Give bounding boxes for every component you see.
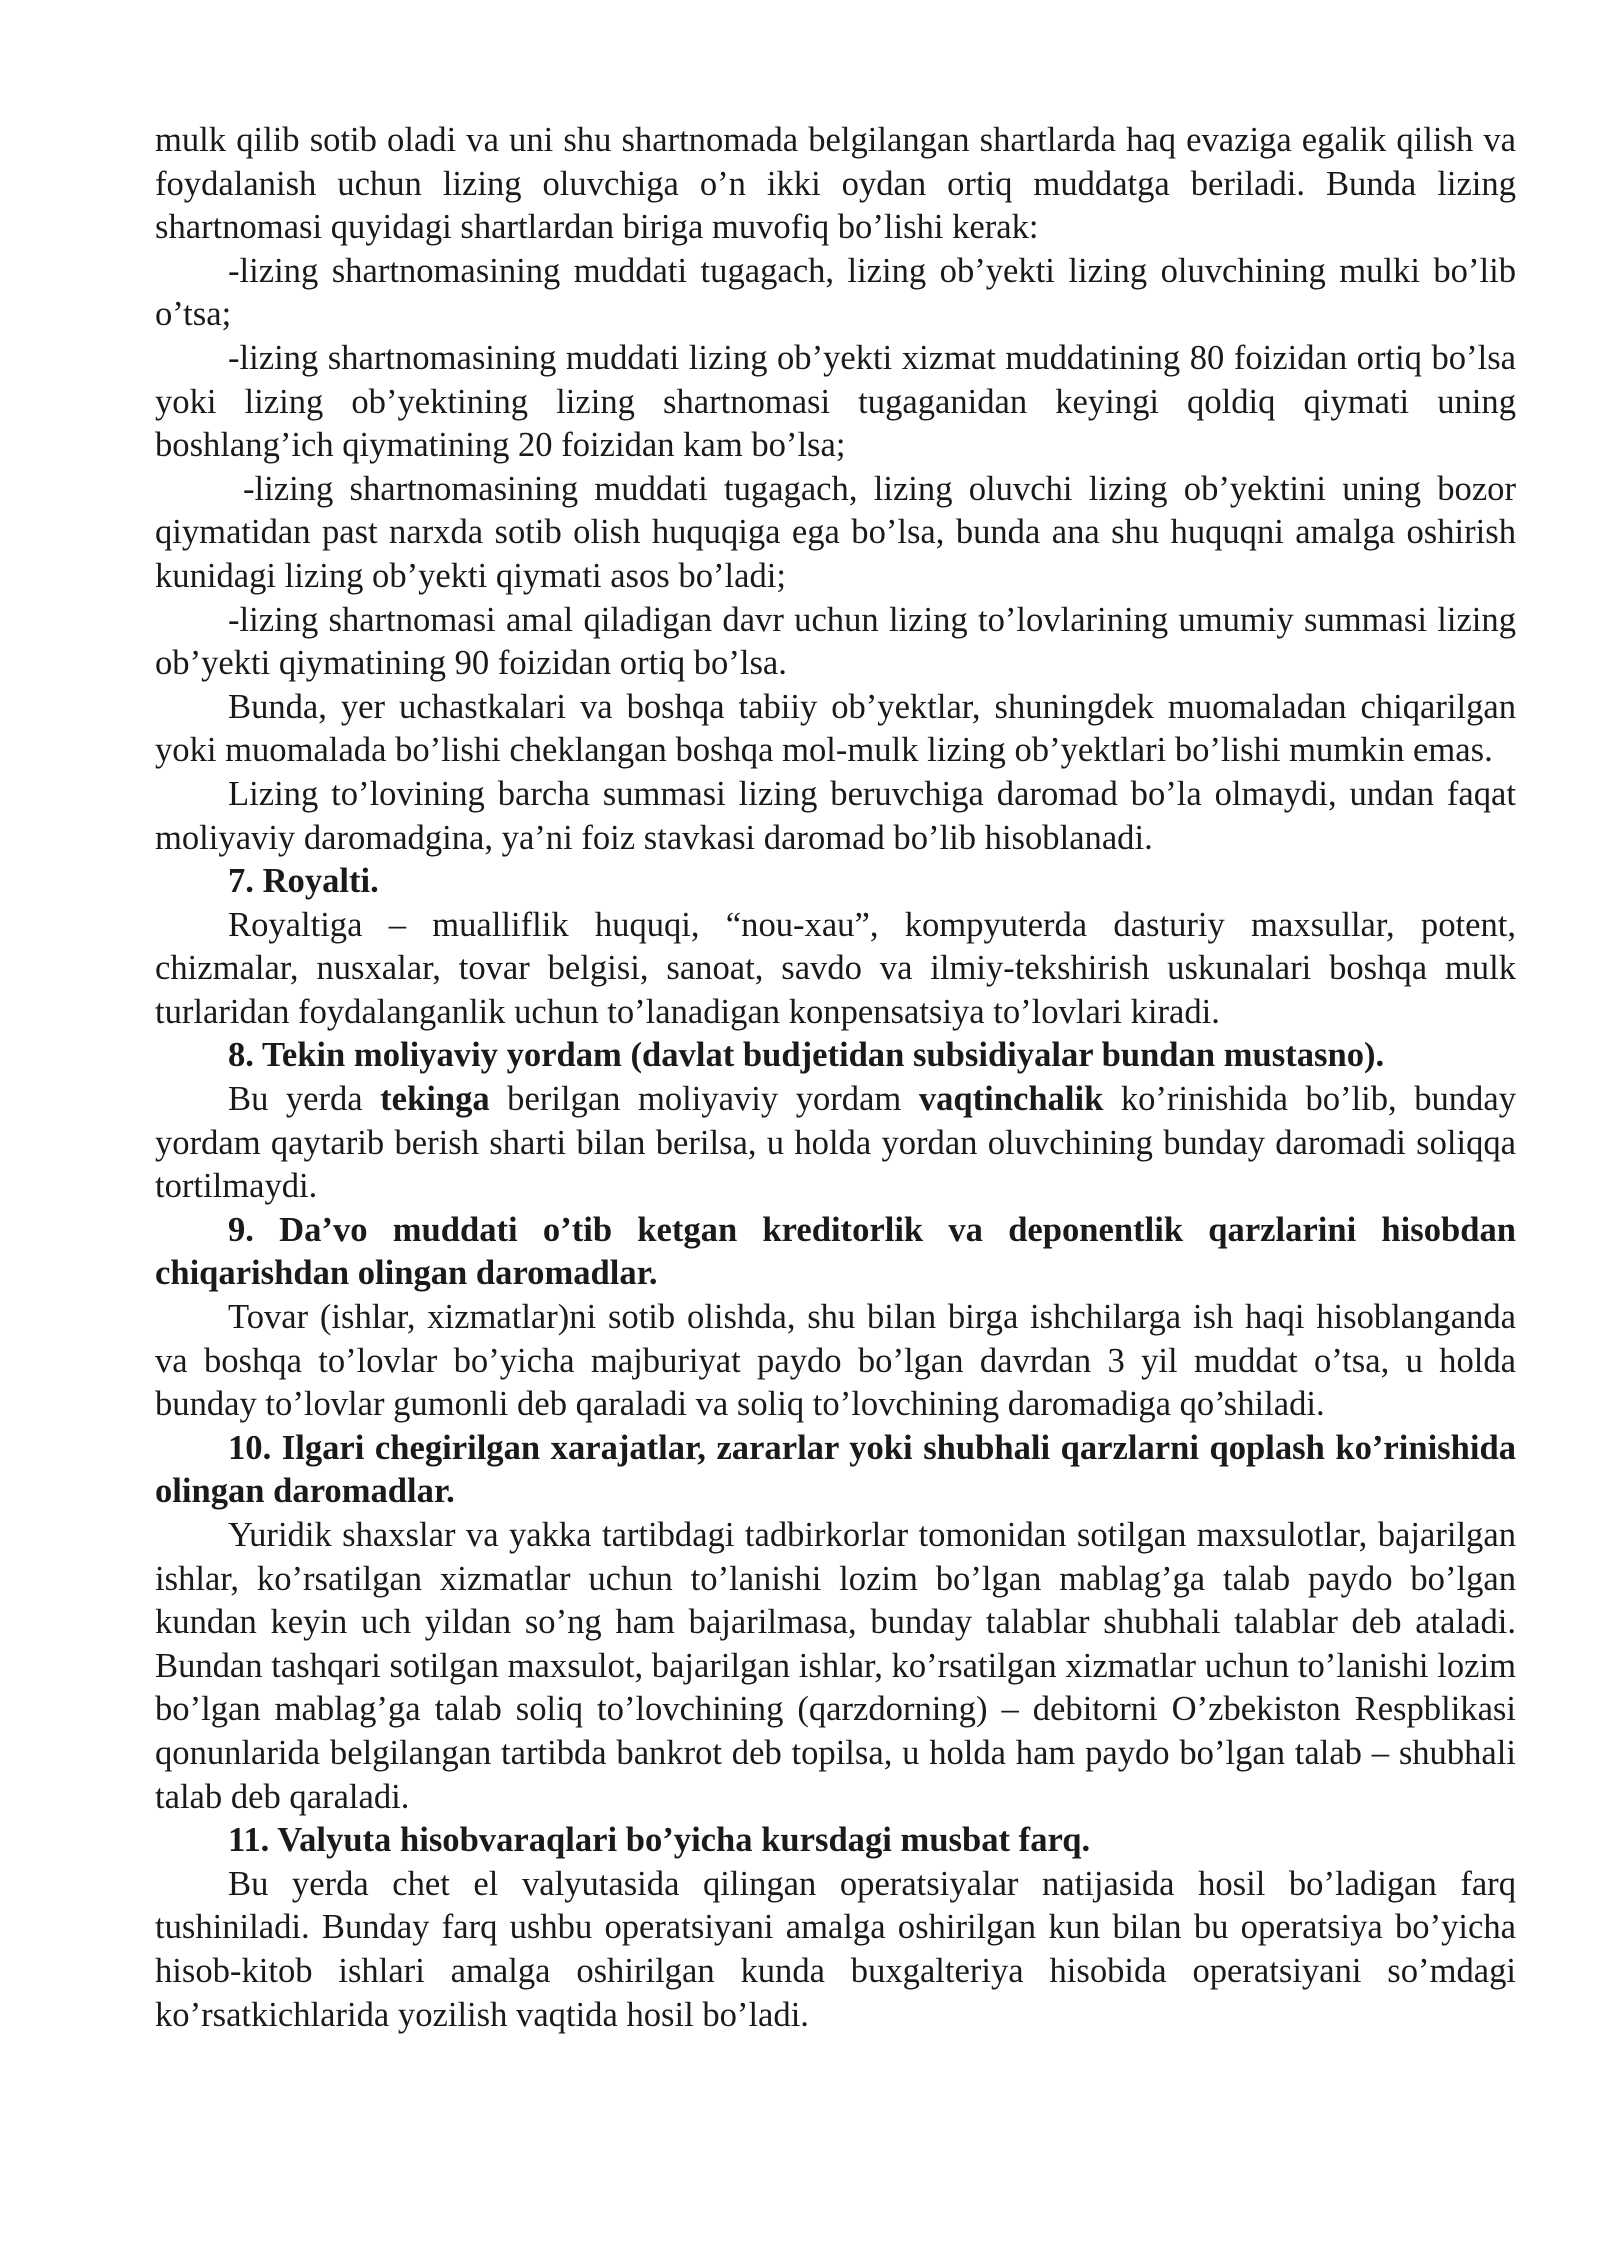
text-run: ko’rinishida bo’lib, bunday yordam qaytarib berish sharti bilan berilsa, u holda yordan oluvchining bunday daromadi soliqqa tortilmaydi.	[155, 1080, 1516, 1206]
bold-term-temporary: vaqtinchalik	[918, 1080, 1104, 1119]
section-heading-recovered-expenses: 10. Ilgari chegirilgan xarajatlar, zararlar yoki shubhali qarzlarni qoplash ko’rinishida olingan daromadlar.	[155, 1428, 1516, 1511]
paragraph-royalty: Royaltiga – mualliflik huquqi, “nou-xau”, kompyuterda dasturiy maxsullar, potent, chizmalar, nusxalar, tovar belgisi, sanoat, savdo va ilmiy-tekshirish uskunalari boshqa mulk turlaridan foydalanganlik uchun to’lanadigan konpensatsiya to’lovlari kiradi.	[155, 905, 1516, 1031]
paragraph-currency-difference: Bu yerda chet el valyutasida qilingan operatsiyalar natijasida hosil bo’ladigan farq tushiniladi. Bunday farq ushbu operatsiyani amalga oshirilgan kun bilan bu operatsiya bo’yicha hisob-kitob ishlari amalga oshirilgan kunda buxgalteriya hisobida operatsiyani so’mdagi ko’rsatkichlarida yozilish vaqtida hosil bo’ladi.	[155, 1864, 1516, 2034]
section-heading-free-aid: 8. Tekin moliyaviy yordam (davlat budjetidan subsidiyalar bundan mustasno).	[228, 1036, 1385, 1075]
paragraph-leasing-intro: mulk qilib sotib oladi va uni shu shartnomada belgilangan shartlarda haq evaziga egalik qilish va foydalanish uchun lizing oluvchiga o’n ikki oydan ortiq muddatga beriladi. Bunda lizing shartnomasi quyidagi shartlardan biriga muvofiq bo’lishi kerak:	[155, 121, 1516, 247]
paragraph-expired-debts: Tovar (ishlar, xizmatlar)ni sotib olishda, shu bilan birga ishchilarga ish haqi hisoblanganda va boshqa to’lovlar bo’yicha majburiyat paydo bo’lgan davrdan 3 yil muddat o’tsa, u holda bunday to’lovlar gumonli deb qaraladi va soliq to’lovchining daromadiga qo’shiladi.	[155, 1298, 1516, 1424]
paragraph-free-aid	[155, 1078, 1516, 1209]
section-heading-currency-difference: 11. Valyuta hisobvaraqlari bo’yicha kursdagi musbat farq.	[228, 1821, 1091, 1860]
paragraph-financial-income: Lizing to’lovining barcha summasi lizing beruvchiga daromad bo’la olmaydi, undan faqat moliyaviy daromadgina, ya’ni foiz stavkasi daromad bo’lib hisoblanadi.	[155, 774, 1516, 857]
list-item-ownership-transfer: -lizing shartnomasining muddati tugagach, lizing ob’yekti lizing oluvchining mulki bo’lib o’tsa;	[155, 251, 1516, 334]
section-heading-royalty: 7. Royalti.	[228, 862, 379, 901]
section-heading-expired-debts: 9. Da’vo muddati o’tib ketgan kreditorlik va deponentlik qarzlarini hisobdan chiqarishdan olingan daromadlar.	[155, 1210, 1516, 1293]
document-page	[155, 119, 1516, 2037]
list-item-payment-sum: -lizing shartnomasi amal qiladigan davr uchun lizing to’lovlarining umumiy summasi lizing ob’yekti qiymatining 90 foizidan ortiq bo’lsa.	[155, 600, 1516, 683]
paragraph-land-exclusion: Bunda, yer uchastkalari va boshqa tabiiy ob’yektlar, shuningdek muomaladan chiqarilgan yoki muomalada bo’lishi cheklangan boshqa mol-mulk lizing ob’yektlari bo’lishi mumkin emas.	[155, 687, 1516, 770]
paragraph-doubtful-claims: Yuridik shaxslar va yakka tartibdagi tadbirkorlar tomonidan sotilgan maxsulotlar, bajarilgan ishlar, ko’rsatilgan xizmatlar uchun to’lanishi lozim bo’lgan mablag’ga talab paydo bo’lgan kundan keyin uch yildan so’ng ham bajarilmasa, bunday talablar shubhali talablar deb ataladi. Bundan tashqari sotilgan maxsulot, bajarilgan ishlar, ko’rsatilgan xizmatlar uchun to’lanishi lozim bo’lgan mablag’ga talab soliq to’lovchining (qarzdorning) – debitorni O’zbekiston Respblikasi qonunlarida belgilangan tartibda bankrot deb topilsa, u holda ham paydo bo’lgan talab – shubhali talab deb qaraladi.	[155, 1516, 1516, 1816]
list-item-service-life: -lizing shartnomasining muddati lizing ob’yekti xizmat muddatining 80 foizidan ortiq bo’lsa yoki lizing ob’yektining lizing shartnomasi tugaganidan keyingi qoldiq qiymati uning boshlang’ich qiymatining 20 foizidan kam bo’lsa;	[155, 338, 1516, 465]
list-item-purchase-right: -lizing shartnomasining muddati tugagach, lizing oluvchi lizing ob’yektini uning bozor qiymatidan past narxda sotib olish huquqiga ega bo’lsa, bunda ana shu huquqni amalga oshirish kunidagi lizing ob’yekti qiymati asos bo’ladi;	[155, 469, 1516, 595]
text-run: Bu yerda	[228, 1080, 381, 1119]
bold-term-free: tekinga	[380, 1080, 490, 1119]
text-run: berilgan moliyaviy yordam	[489, 1080, 919, 1119]
